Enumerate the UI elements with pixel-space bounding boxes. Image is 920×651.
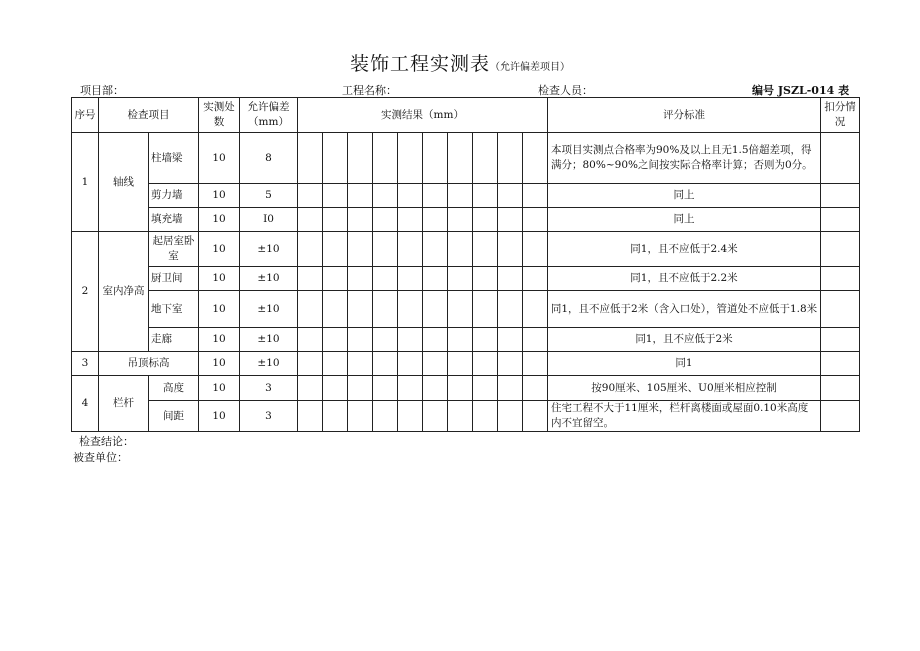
row-points: 10 bbox=[199, 376, 240, 401]
row-deduction[interactable] bbox=[821, 376, 860, 401]
col-points: 实测处数 bbox=[199, 98, 240, 133]
group-seq: 3 bbox=[72, 352, 99, 376]
row-points: 10 bbox=[199, 352, 240, 376]
row-tolerance: 3 bbox=[240, 376, 298, 401]
row-deduction[interactable] bbox=[821, 352, 860, 376]
table-row bbox=[72, 208, 860, 232]
row-deduction[interactable] bbox=[821, 232, 860, 267]
row-criteria: 同1，且不应低于2.2米 bbox=[548, 267, 821, 291]
row-subitem: 剪力墙 bbox=[149, 184, 199, 208]
row-tolerance: ±10 bbox=[240, 232, 298, 267]
col-tolerance: 允许偏差（mm） bbox=[240, 98, 298, 133]
row-points: 10 bbox=[199, 267, 240, 291]
row-deduction[interactable] bbox=[821, 133, 860, 184]
row-criteria: 按90厘米、105厘米、U0厘米相应控制 bbox=[548, 376, 821, 401]
row-tolerance: 8 bbox=[240, 133, 298, 184]
row-tolerance: 5 bbox=[240, 184, 298, 208]
row-deduction[interactable] bbox=[821, 267, 860, 291]
row-points: 10 bbox=[199, 401, 240, 432]
inspection-table bbox=[71, 97, 860, 432]
conclusion-label: 检查结论： bbox=[79, 435, 134, 448]
row-tolerance: ±10 bbox=[240, 267, 298, 291]
row-deduction[interactable] bbox=[821, 291, 860, 328]
row-subitem: 起居室卧室 bbox=[149, 232, 199, 267]
row-tolerance: 3 bbox=[240, 401, 298, 432]
group-seq: 1 bbox=[72, 133, 99, 232]
table-row bbox=[72, 328, 860, 352]
group-name: 栏杆 bbox=[99, 376, 149, 432]
header-row bbox=[72, 98, 860, 133]
page-title bbox=[0, 49, 920, 76]
group-name: 室内净高 bbox=[99, 232, 149, 352]
row-deduction[interactable] bbox=[821, 401, 860, 432]
row-points: 10 bbox=[199, 208, 240, 232]
table-row bbox=[72, 376, 860, 401]
row-criteria: 住宅工程不大于11厘米，栏杆离楼面或屋面0.10米高度内不宜留空。 bbox=[548, 401, 821, 432]
row-criteria: 同1，且不应低于2米（含入口处），管道处不应低于1.8米 bbox=[548, 291, 821, 328]
row-tolerance: ±10 bbox=[240, 328, 298, 352]
row-subitem: 地下室 bbox=[149, 291, 199, 328]
row-tolerance: ±10 bbox=[240, 352, 298, 376]
row-deduction[interactable] bbox=[821, 208, 860, 232]
inspector-label: 检查人员： bbox=[538, 84, 593, 97]
row-criteria: 同上 bbox=[548, 184, 821, 208]
row-points: 10 bbox=[199, 232, 240, 267]
project-name-label: 工程名称： bbox=[342, 84, 397, 97]
table-row bbox=[72, 232, 860, 267]
row-subitem: 高度 bbox=[149, 376, 199, 401]
row-tolerance: I0 bbox=[240, 208, 298, 232]
table-row bbox=[72, 133, 860, 184]
table-row bbox=[72, 352, 860, 376]
row-deduction[interactable] bbox=[821, 184, 860, 208]
table-row bbox=[72, 291, 860, 328]
group-name: 轴线 bbox=[99, 133, 149, 232]
group-seq: 4 bbox=[72, 376, 99, 432]
row-subitem: 间距 bbox=[149, 401, 199, 432]
row-criteria: 本项目实测点合格率为90%及以上且无1.5倍超差项，得满分；80%~90%之间按实际合格率计算；否则为0分。 bbox=[548, 133, 821, 184]
col-item: 检查项目 bbox=[99, 98, 199, 133]
row-subitem: 厨卫间 bbox=[149, 267, 199, 291]
col-seq: 序号 bbox=[72, 98, 99, 133]
row-points: 10 bbox=[199, 328, 240, 352]
row-points: 10 bbox=[199, 133, 240, 184]
row-points: 10 bbox=[199, 291, 240, 328]
row-tolerance: ±10 bbox=[240, 291, 298, 328]
row-subitem: 填充墙 bbox=[149, 208, 199, 232]
row-criteria: 同1 bbox=[548, 352, 821, 376]
table-row bbox=[72, 267, 860, 291]
row-criteria: 同1，且不应低于2米 bbox=[548, 328, 821, 352]
row-deduction[interactable] bbox=[821, 328, 860, 352]
inspected-unit-label: 被查单位： bbox=[73, 451, 128, 464]
form-code: 编号 JSZL-014 表 bbox=[752, 84, 850, 97]
row-subitem: 柱墙梁 bbox=[149, 133, 199, 184]
title-sub: （允许偏差项目） bbox=[490, 62, 570, 73]
row-points: 10 bbox=[199, 184, 240, 208]
title-main: 装饰工程实测表 bbox=[349, 53, 490, 75]
project-dept-label: 项目部： bbox=[80, 84, 124, 97]
table-row bbox=[72, 401, 860, 432]
group-name: 吊顶标高 bbox=[99, 352, 199, 376]
col-results: 实测结果（mm） bbox=[298, 98, 548, 133]
col-deduction: 扣分情况 bbox=[821, 98, 860, 133]
row-criteria: 同上 bbox=[548, 208, 821, 232]
col-criteria: 评分标准 bbox=[548, 98, 821, 133]
row-criteria: 同1，且不应低于2.4米 bbox=[548, 232, 821, 267]
group-seq: 2 bbox=[72, 232, 99, 352]
row-subitem: 走廊 bbox=[149, 328, 199, 352]
table-row bbox=[72, 184, 860, 208]
